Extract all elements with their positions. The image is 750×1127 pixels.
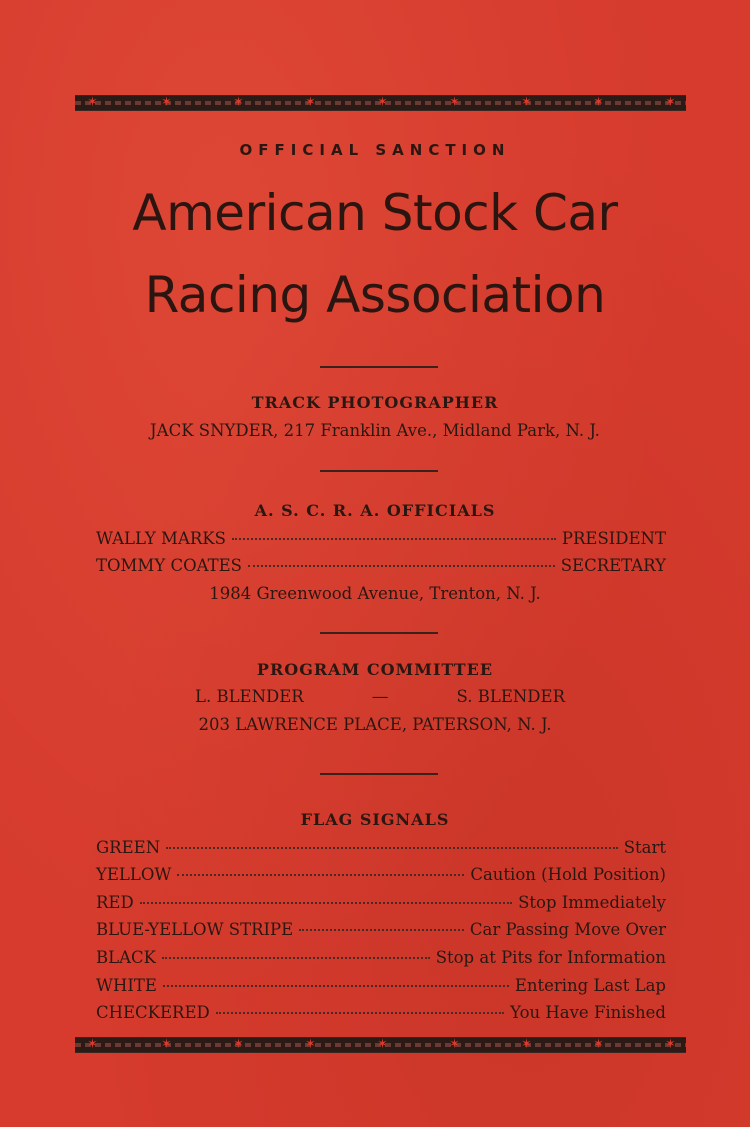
program-dash: — (371, 687, 389, 706)
title-line-1: American Stock Car (132, 184, 618, 242)
top-star-border (75, 95, 686, 111)
leader-dots (166, 847, 618, 849)
star-icon: ✶ (665, 95, 676, 110)
star-icon: ✶ (161, 1037, 172, 1052)
star-icon: ✶ (521, 95, 532, 110)
leader-dots (140, 902, 512, 904)
star-icon: ✶ (87, 1037, 98, 1052)
flags-heading: FLAG SIGNALS (300, 810, 450, 829)
flag-row (96, 920, 666, 939)
leader-dots (232, 538, 556, 540)
star-icon: ✶ (665, 1037, 676, 1052)
star-icon: ✶ (87, 95, 98, 110)
flag-meaning: Stop at Pits for Information (435, 948, 666, 967)
photographer-heading: TRACK PHOTOGRAPHER (251, 393, 499, 412)
program-members (195, 687, 565, 706)
star-icon: ✶ (233, 1037, 244, 1052)
official-name: WALLY MARKS (96, 529, 226, 548)
star-icon: ✶ (233, 95, 244, 110)
official-role: SECRETARY (560, 556, 666, 575)
program-member-right: S. BLENDER (456, 687, 565, 706)
official-name: TOMMY COATES (96, 556, 242, 575)
star-icon: ✶ (161, 95, 172, 110)
photographer-detail: JACK SNYDER, 217 Franklin Ave., Midland Park, N. J. (150, 421, 600, 440)
official-row (96, 529, 666, 548)
flag-name: RED (96, 893, 134, 912)
leader-dots (216, 1012, 504, 1014)
flag-meaning: Start (623, 838, 666, 857)
divider (320, 470, 438, 472)
star-icon: ✶ (377, 95, 388, 110)
official-role: PRESIDENT (561, 529, 666, 548)
flag-name: BLUE-YELLOW STRIPE (96, 920, 294, 939)
official-row (96, 556, 666, 575)
star-icon: ✶ (593, 1037, 604, 1052)
flag-meaning: You Have Finished (510, 1003, 666, 1022)
leader-dots (299, 929, 464, 931)
flag-name: CHECKERED (96, 1003, 210, 1022)
flag-meaning: Entering Last Lap (514, 976, 666, 995)
star-icon: ✶ (449, 95, 460, 110)
leader-dots (163, 985, 509, 987)
flag-name: GREEN (96, 838, 161, 857)
divider (320, 366, 438, 368)
officials-heading: A. S. C. R. A. OFFICIALS (254, 501, 496, 520)
flag-row (96, 893, 666, 912)
leader-dots (162, 957, 430, 959)
title-line-2: Racing Association (144, 266, 606, 324)
divider (320, 632, 438, 634)
officials-address: 1984 Greenwood Avenue, Trenton, N. J. (209, 584, 541, 603)
star-icon: ✶ (377, 1037, 388, 1052)
leader-dots (248, 565, 555, 567)
divider (320, 773, 438, 775)
flag-name: YELLOW (96, 865, 172, 884)
flag-name: WHITE (96, 976, 157, 995)
star-icon: ✶ (521, 1037, 532, 1052)
star-icon: ✶ (449, 1037, 460, 1052)
flag-name: BLACK (96, 948, 156, 967)
leader-dots (177, 874, 464, 876)
star-icon: ✶ (305, 95, 316, 110)
flag-meaning: Car Passing Move Over (469, 920, 666, 939)
flag-row (96, 1003, 666, 1022)
star-icon: ✶ (593, 95, 604, 110)
flag-row (96, 976, 666, 995)
bottom-star-border (75, 1037, 686, 1053)
program-address: 203 LAWRENCE PLACE, PATERSON, N. J. (198, 715, 552, 734)
program-member-left: L. BLENDER (195, 687, 304, 706)
flag-meaning: Caution (Hold Position) (470, 865, 666, 884)
flag-meaning: Stop Immediately (518, 893, 666, 912)
flag-row (96, 838, 666, 857)
program-heading: PROGRAM COMMITTEE (256, 660, 494, 679)
flag-row (96, 948, 666, 967)
star-icon: ✶ (305, 1037, 316, 1052)
sanction-label: OFFICIAL SANCTION (239, 141, 511, 159)
flag-row (96, 865, 666, 884)
